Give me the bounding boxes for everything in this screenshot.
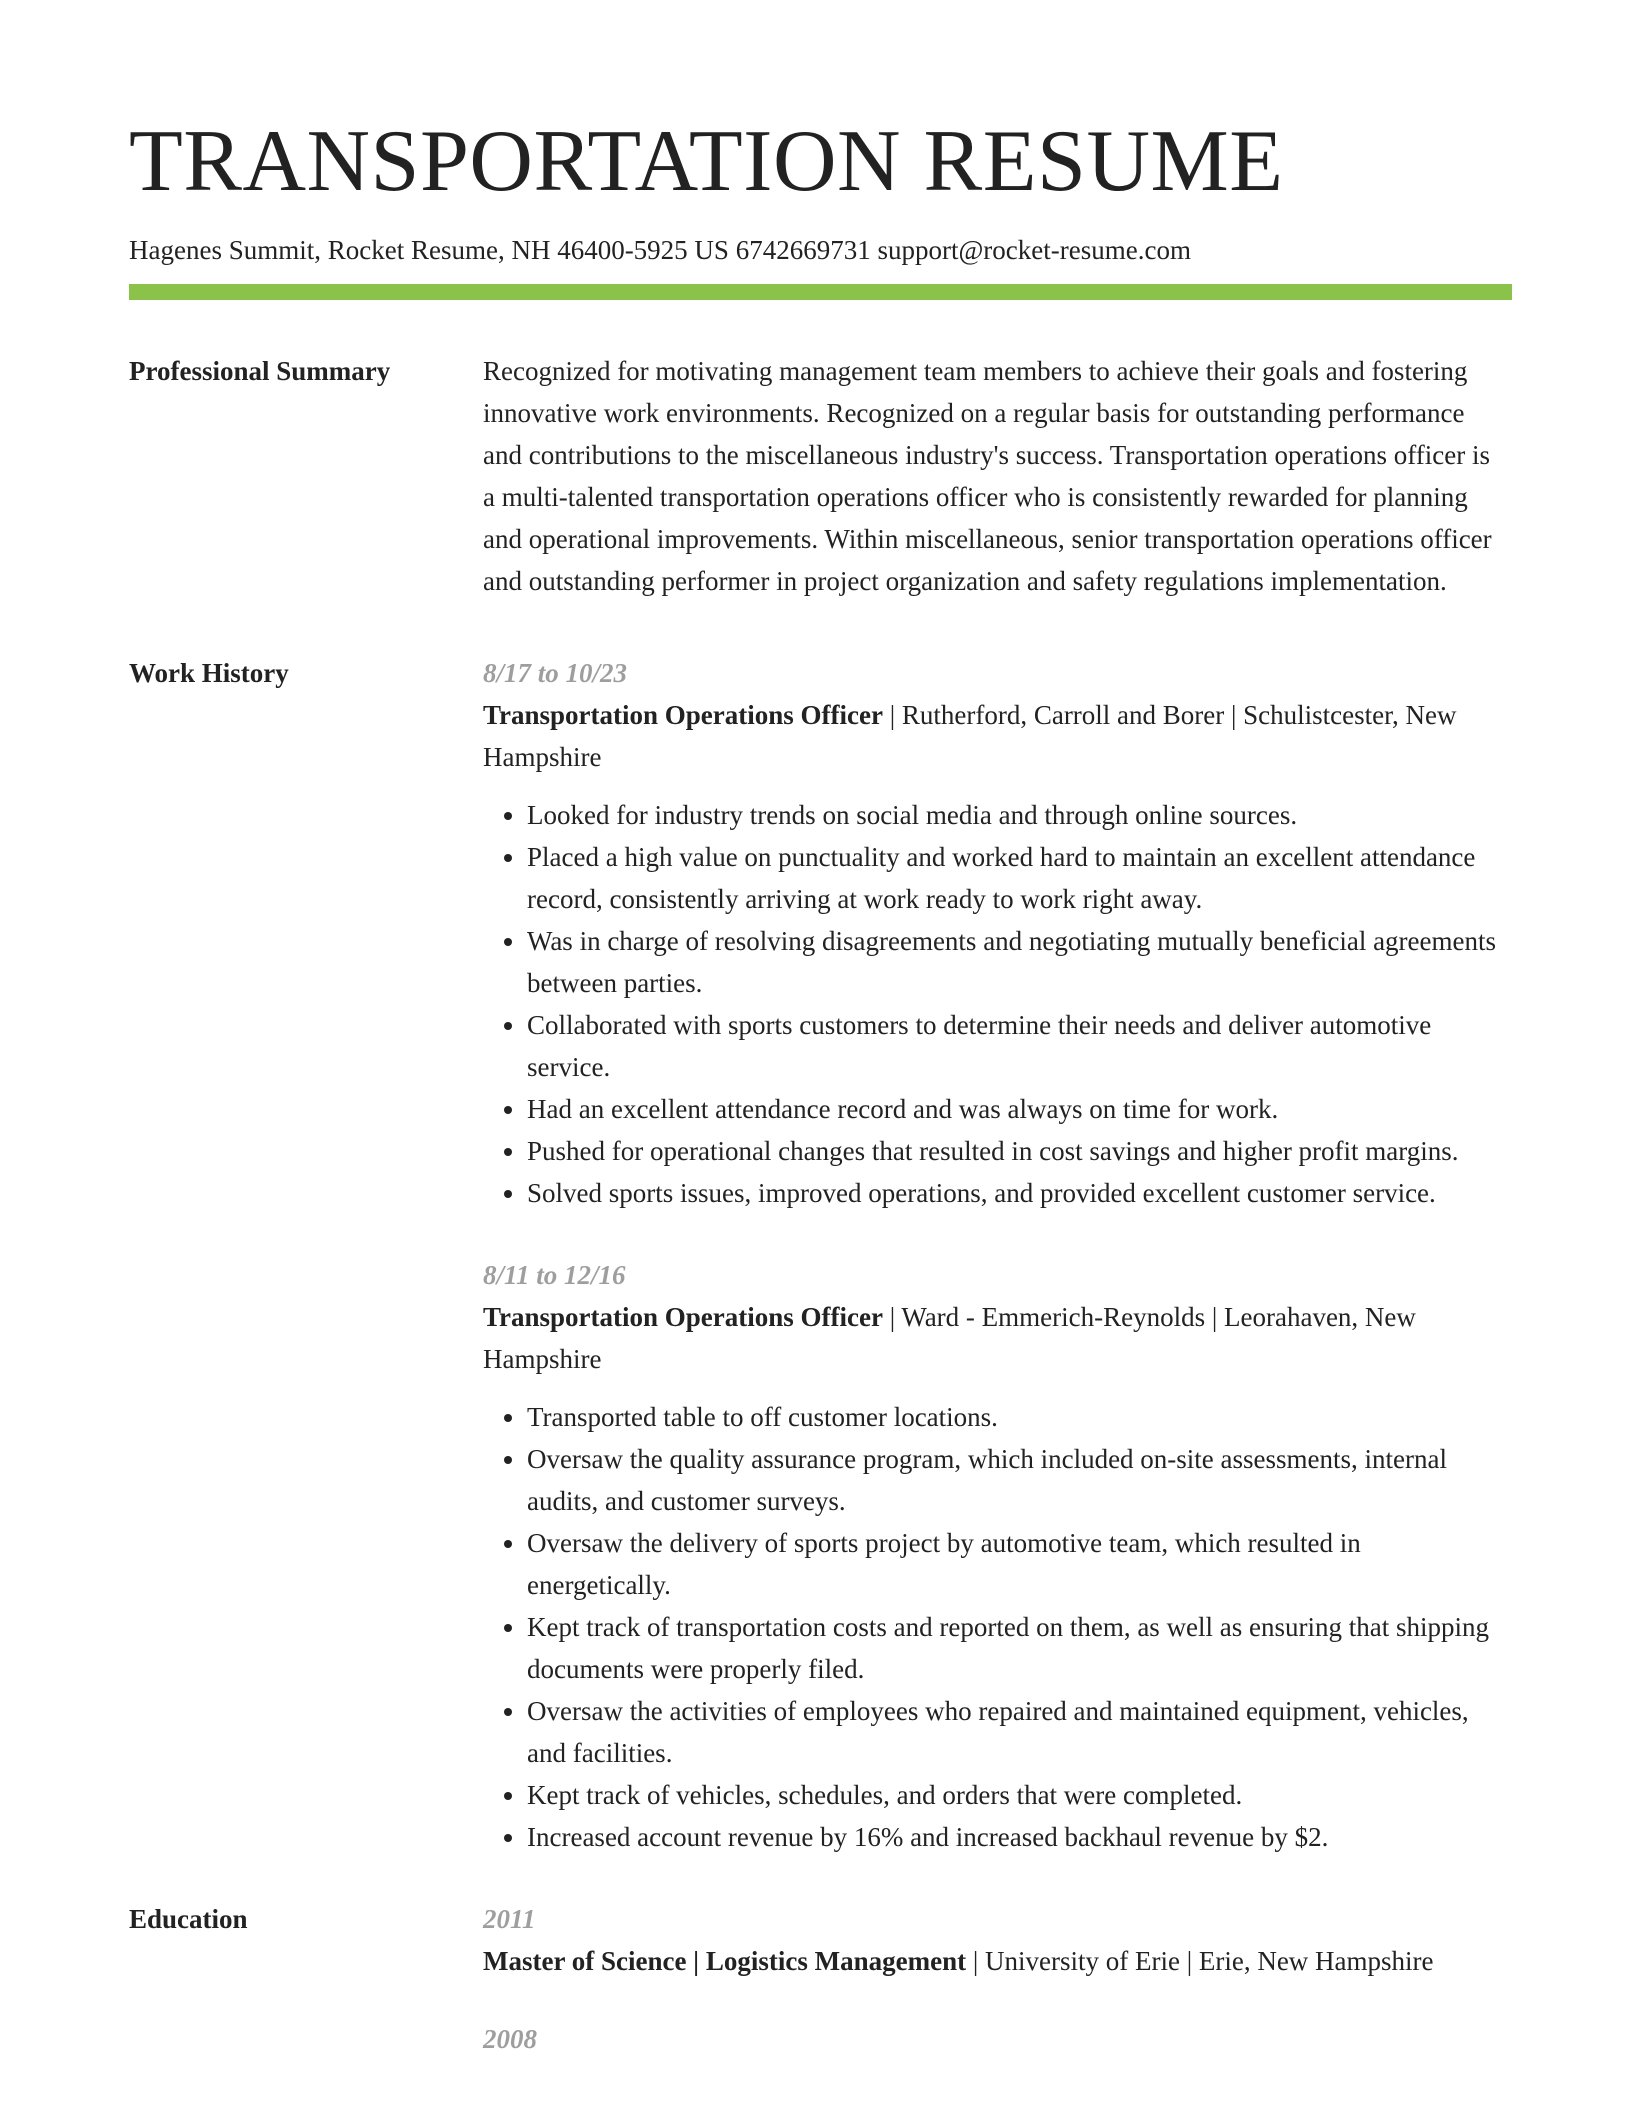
job-duties-list <box>483 1396 1503 1858</box>
education-year: 2008 <box>483 2024 537 2055</box>
duty-item: • Was in charge of resolving disagreements and negotiating mutually beneficial agreements between parties. <box>527 920 1503 1004</box>
job-entry <box>483 652 1503 1214</box>
section-label-work: Work History <box>129 658 289 689</box>
duty-item: • Transported table to off customer locations. <box>527 1396 1503 1438</box>
job-title: Transportation Operations Officer <box>483 700 883 731</box>
duty-item: • Pushed for operational changes that resulted in cost savings and higher profit margins. <box>527 1130 1503 1172</box>
education-entry <box>483 1898 1503 1982</box>
work-history-section <box>129 652 1503 1858</box>
duty-item: • Placed a high value on punctuality and worked hard to maintain an excellent attendance record, consistently arriving at work ready to work right away. <box>527 836 1503 920</box>
job-role-line <box>483 694 1503 778</box>
education-line <box>483 1940 1503 1982</box>
duty-item: • Oversaw the quality assurance program, which included on-site assessments, internal audits, and customer surveys. <box>527 1438 1503 1522</box>
job-date: 8/11 to 12/16 <box>483 1260 626 1291</box>
summary-section <box>129 350 1503 602</box>
duty-item: • Oversaw the delivery of sports project by automotive team, which resulted in energetically. <box>527 1522 1503 1606</box>
duty-item: • Kept track of transportation costs and reported on them, as well as ensuring that shipping documents were properly filed. <box>527 1606 1503 1690</box>
header-divider <box>129 284 1512 300</box>
duty-item: • Collaborated with sports customers to determine their needs and deliver automotive service. <box>527 1004 1503 1088</box>
education-year: 2011 <box>483 1904 536 1935</box>
resume-title: TRANSPORTATION RESUME <box>129 113 1284 210</box>
duty-item: • Oversaw the activities of employees who repaired and maintained equipment, vehicles, and facilities. <box>527 1690 1503 1774</box>
education-school-location: | University of Erie | Erie, New Hampshire <box>966 1946 1434 1977</box>
job-duties-list <box>483 794 1503 1214</box>
education-degree: Master of Science | Logistics Management <box>483 1946 967 1977</box>
section-label-education: Education <box>129 1904 248 1935</box>
duty-item: • Had an excellent attendance record and was always on time for work. <box>527 1088 1503 1130</box>
job-role-line <box>483 1296 1503 1380</box>
duty-item: • Solved sports issues, improved operations, and provided excellent customer service. <box>527 1172 1503 1214</box>
duty-item: • Increased account revenue by 16% and increased backhaul revenue by $2. <box>527 1816 1503 1858</box>
job-employer-location: | Ward - Emmerich-Reynolds | Leorahaven, New Hampshire <box>483 1302 1416 1375</box>
summary-text: Recognized for motivating management team members to achieve their goals and fostering innovative work environments. Recognized on a regular basis for outstanding performance and contributions to the miscellaneous industry's success. Transportation operations officer is a multi-talented transportation operations officer who is consistently rewarded for planning and operational improvements. Within miscellaneous, senior transportation operations officer and outstanding performer in project organization and safety regulations implementation. <box>483 356 1492 597</box>
job-entry <box>483 1254 1503 1858</box>
contact-line: Hagenes Summit, Rocket Resume, NH 46400-5925 US 6742669731 support@rocket-resume.com <box>129 235 1191 265</box>
job-employer-location: | Rutherford, Carroll and Borer | Schulistcester, New Hampshire <box>483 700 1457 773</box>
education-entry <box>483 2018 1503 2060</box>
education-section <box>129 1898 1503 2096</box>
section-label-summary: Professional Summary <box>129 356 391 387</box>
duty-item: • Kept track of vehicles, schedules, and orders that were completed. <box>527 1774 1503 1816</box>
duty-item: • Looked for industry trends on social media and through online sources. <box>527 794 1503 836</box>
job-title: Transportation Operations Officer <box>483 1302 883 1333</box>
job-date: 8/17 to 10/23 <box>483 658 628 689</box>
